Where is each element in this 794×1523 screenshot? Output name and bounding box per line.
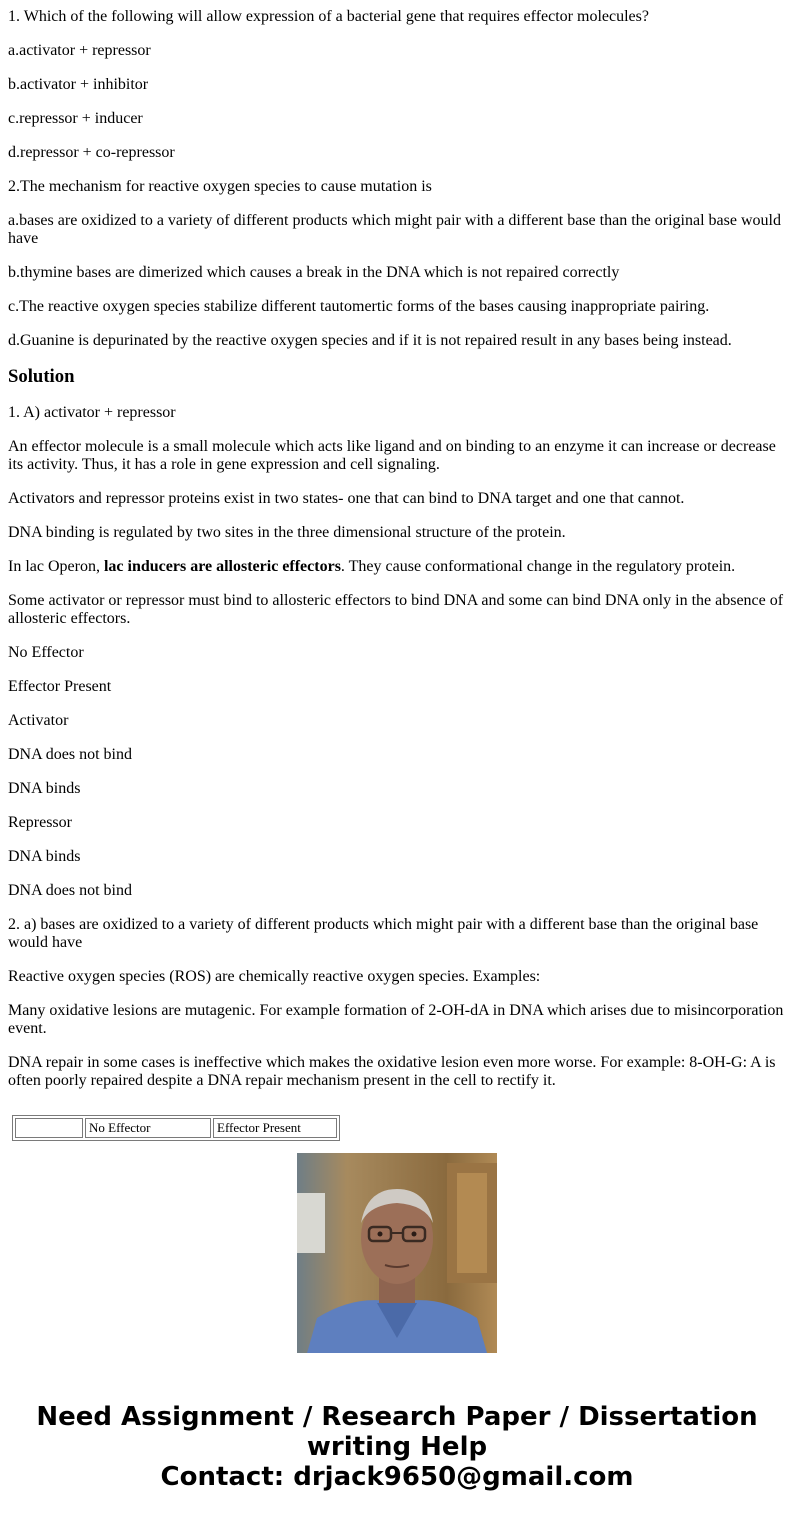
clipped-effector-table [12,1115,340,1135]
solution-heading: Solution [8,366,75,387]
table-text-line: Repressor [8,814,72,831]
q1-option-b: b.activator + inhibitor [8,76,149,93]
explanation-paragraph: An effector molecule is a small molecule which acts like ligand and on binding to an enzyme it can increase or decrease its activity. Thus, it has a role in gene expression and cell signaling. [8,438,776,473]
answer-2: 2. a) bases are oxidized to a variety of different products which might pair with a different base than the original base would have [8,916,759,951]
explanation-paragraph: Some activator or repressor must bind to allosteric effectors to bind DNA and some can bind DNA only in the absence of allosteric effectors. [8,592,784,627]
explanation-paragraph: Activators and repressor proteins exist in two states- one that can bind to DNA target and one that cannot. [8,490,685,507]
table-header-cell: Effector Present [213,1118,337,1138]
q1-option-a: a.activator + repressor [8,42,151,59]
lac-operon-suffix: . They cause conformational change in the regulatory protein. [340,558,736,575]
q2-option-b: b.thymine bases are dimerized which causes a break in the DNA which is not repaired correctly [8,264,620,281]
author-portrait-image [297,1153,497,1353]
document-body [8,0,786,1122]
explanation-paragraph: Many oxidative lesions are mutagenic. For example formation of 2-OH-dA in DNA which arises due to misincorporation event. [8,1002,784,1037]
table-text-line: DNA does not bind [8,746,132,763]
explanation-paragraph: DNA binding is regulated by two sites in the three dimensional structure of the protein. [8,524,566,541]
table-text-line: DNA binds [8,780,81,797]
table-text-line: DNA does not bind [8,882,132,899]
answer-1: 1. A) activator + repressor [8,404,176,421]
promo-line: writing Help [306,1432,488,1462]
explanation-paragraph: Reactive oxygen species (ROS) are chemically reactive oxygen species. Examples: [8,968,541,985]
question-1: 1. Which of the following will allow expression of a bacterial gene that requires effector molecules? [8,8,649,25]
table-header-cell: No Effector [85,1118,211,1138]
explanation-paragraph [8,558,786,576]
q2-option-c: c.The reactive oxygen species stabilize different tautomertic forms of the bases causing inappropriate pairing. [8,298,710,315]
q2-option-a: a.bases are oxidized to a variety of different products which might pair with a different base than the original base would have [8,212,781,247]
q1-option-c: c.repressor + inducer [8,110,143,127]
question-2: 2.The mechanism for reactive oxygen species to cause mutation is [8,178,432,195]
author-avatar [297,1153,497,1353]
lac-inducers-bold: lac inducers are allosteric effectors [103,558,341,575]
table-text-line: No Effector [8,644,84,661]
promo-banner [0,1402,794,1492]
q2-option-d: d.Guanine is depurinated by the reactive oxygen species and if it is not repaired result in any bases being instead. [8,332,732,349]
lac-operon-prefix: In lac Operon, [8,558,104,575]
table-text-line: Effector Present [8,678,112,695]
q1-option-d: d.repressor + co-repressor [8,144,175,161]
table-header-cell [15,1118,83,1138]
table-text-line: Activator [8,712,69,729]
table-text-line: DNA binds [8,848,81,865]
promo-line: Need Assignment / Research Paper / Dissertation [36,1402,758,1432]
explanation-paragraph: DNA repair in some cases is ineffective which makes the oxidative lesion even more worse. For example: 8-OH-G: A is often poorly repaired despite a DNA repair mechanism present in the cell to rectify it. [8,1054,776,1089]
promo-contact: Contact: drjack9650@gmail.com [160,1462,634,1492]
